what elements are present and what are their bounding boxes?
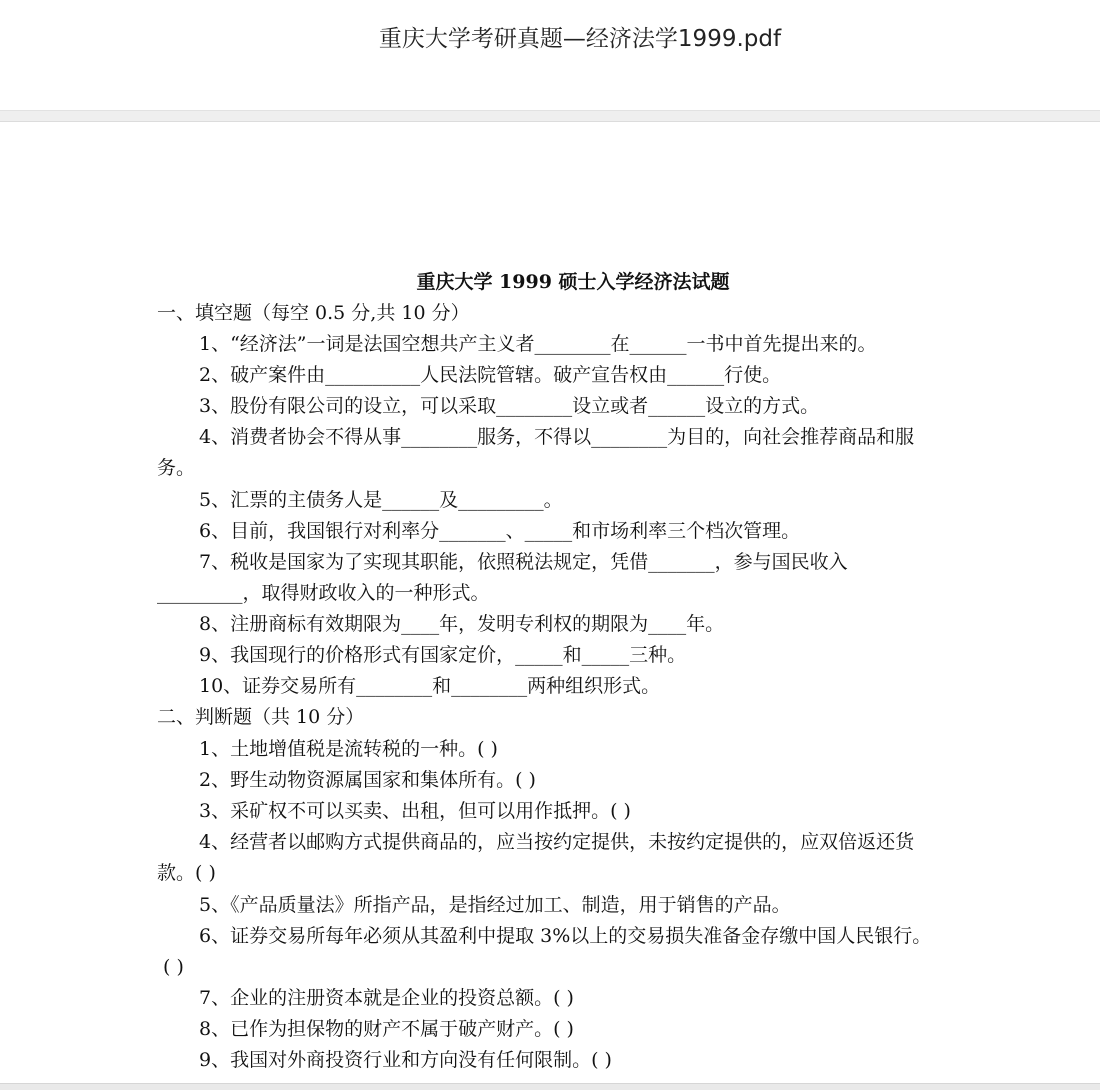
question-line: 款。( ) — [157, 862, 216, 884]
question-line: _________，取得财政收入的一种形式。 — [157, 582, 490, 604]
question-line: 1、“经济法”一词是法国空想共产主义者________在______一书中首先提出来的。 — [199, 333, 877, 355]
question-line: 6、证券交易所每年必须从其盈利中提取 3%以上的交易损失准备金存缴中国人民银行。 — [199, 925, 932, 947]
question-line: 1、土地增值税是流转税的一种。( ) — [199, 738, 498, 760]
question-line: ( ) — [163, 956, 184, 978]
question-line: 9、我国现行的价格形式有国家定价，_____和_____三种。 — [199, 644, 687, 666]
question-line: 2、破产案件由__________人民法院管辖。破产宣告权由______行使。 — [199, 364, 782, 386]
question-line: 5、汇票的主债务人是______及_________。 — [199, 489, 563, 511]
question-line: 6、目前，我国银行对利率分_______、_____和市场利率三个档次管理。 — [199, 520, 801, 542]
question-line: 3、采矿权不可以买卖、出租，但可以用作抵押。( ) — [199, 800, 631, 822]
question-line: 7、税收是国家为了实现其职能，依照税法规定，凭借_______，参与国民收入 — [199, 551, 848, 573]
question-line: 3、股份有限公司的设立，可以采取________设立或者______设立的方式。 — [199, 395, 820, 417]
viewer-header — [0, 0, 1100, 110]
pdf-page — [0, 122, 1100, 1090]
question-line: 4、消费者协会不得从事________服务，不得以________为目的，向社会推荐商品和服 — [199, 426, 915, 448]
section-heading: 一、填空题（每空 0.5 分,共 10 分） — [157, 302, 470, 324]
section-heading: 二、判断题（共 10 分） — [157, 706, 365, 728]
question-line: 4、经营者以邮购方式提供商品的，应当按约定提供，未按约定提供的，应双倍返还货 — [199, 831, 915, 853]
question-line: 8、已作为担保物的财产不属于破产财产。( ) — [199, 1018, 574, 1040]
document-title: 重庆大学 1999 硕士入学经济法试题 — [416, 271, 730, 293]
question-line: 10、证券交易所有________和________两种组织形式。 — [199, 675, 661, 697]
question-line: 5、《产品质量法》所指产品，是指经过加工、制造，用于销售的产品。 — [199, 894, 791, 916]
question-line: 7、企业的注册资本就是企业的投资总额。( ) — [199, 987, 574, 1009]
file-title: 重庆大学考研真题—经济法学1999.pdf — [378, 26, 782, 52]
question-line: 8、注册商标有效期限为____年，发明专利权的期限为____年。 — [199, 613, 725, 635]
question-line: 9、我国对外商投资行业和方向没有任何限制。( ) — [199, 1049, 612, 1071]
toolbar-divider — [0, 110, 1100, 122]
question-line: 2、野生动物资源属国家和集体所有。( ) — [199, 769, 536, 791]
horizontal-scrollbar[interactable] — [0, 1083, 1100, 1090]
question-line: 务。 — [157, 457, 196, 479]
